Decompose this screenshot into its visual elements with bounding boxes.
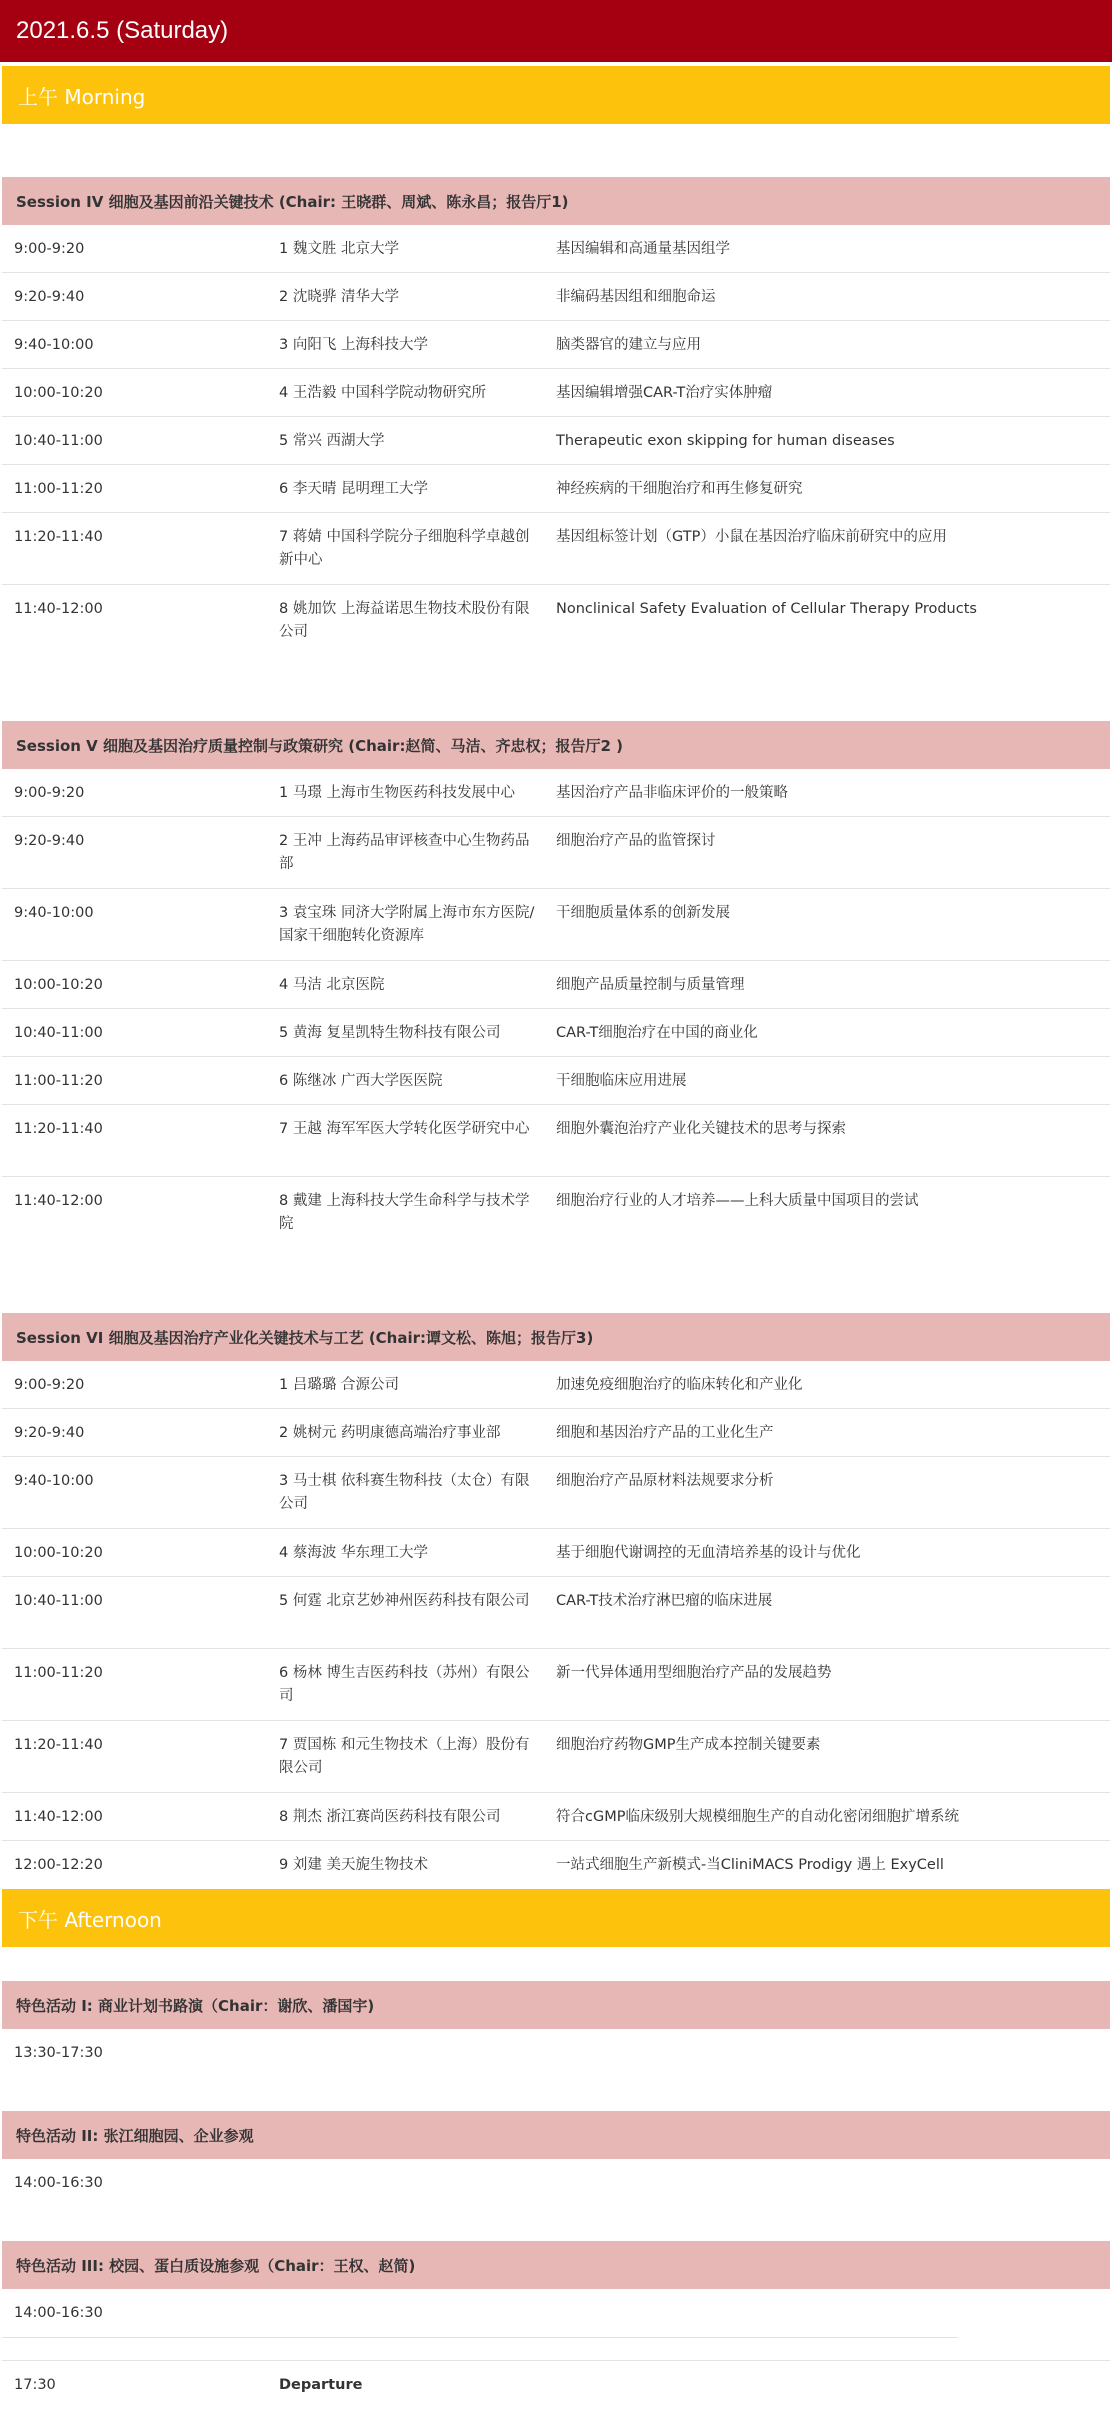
time-slot: 11:40-12:00 xyxy=(14,601,103,617)
time-slot: 14:00-16:30 xyxy=(14,2175,103,2191)
time-slot: 10:00-10:20 xyxy=(14,385,103,401)
schedule-row xyxy=(2,889,1110,961)
speaker: 4 王浩毅 中国科学院动物研究所 xyxy=(279,385,486,401)
session-title: Session V 细胞及基因治疗质量控制与政策研究 (Chair:赵简、马洁、齐忠权；报告厅2 ) xyxy=(16,736,623,755)
talk-title: 干细胞质量体系的创新发展 xyxy=(556,905,730,921)
schedule-row xyxy=(2,1649,1110,1721)
session-title: Session IV 细胞及基因前沿关键技术 (Chair: 王晓群、周斌、陈永昌；报告厅1) xyxy=(16,192,569,211)
schedule-row xyxy=(2,2159,1110,2207)
speaker: 3 向阳飞 上海科技大学 xyxy=(279,337,428,353)
talk-title: 细胞外囊泡治疗产业化关键技术的思考与探索 xyxy=(556,1121,846,1137)
schedule-row xyxy=(2,1841,1110,1889)
schedule-row xyxy=(2,1177,1110,1249)
schedule-row xyxy=(2,769,1110,817)
schedule-row xyxy=(2,513,1110,585)
date-title: 2021.6.5 (Saturday) xyxy=(16,17,229,44)
talk-title: 基因治疗产品非临床评价的一般策略 xyxy=(556,785,788,801)
schedule-row xyxy=(2,369,1110,417)
time-slot: 9:00-9:20 xyxy=(14,785,85,801)
talk-title: Therapeutic exon skipping for human diseases xyxy=(556,433,895,449)
speaker: 2 姚树元 药明康德高端治疗事业部 xyxy=(279,1425,501,1441)
talk-title: 细胞治疗产品的监管探讨 xyxy=(556,833,716,849)
time-slot: 10:40-11:00 xyxy=(14,1025,103,1041)
date-header xyxy=(0,0,1112,62)
time-slot: 9:40-10:00 xyxy=(14,905,94,921)
activity-header xyxy=(2,1981,1110,2029)
speaker: 5 常兴 西湖大学 xyxy=(279,433,385,449)
time-slot: 9:40-10:00 xyxy=(14,1473,94,1489)
schedule-row xyxy=(2,273,1110,321)
session-header xyxy=(2,1313,1110,1361)
session-title: Session VI 细胞及基因治疗产业化关键技术与工艺 (Chair:谭文松、陈旭；报告厅3) xyxy=(16,1328,594,1347)
talk-title: 神经疾病的干细胞治疗和再生修复研究 xyxy=(556,481,803,497)
speaker: 6 杨林 博生吉医药科技（苏州）有限公司 xyxy=(279,1665,530,1704)
time-slot: 9:20-9:40 xyxy=(14,833,85,849)
time-slot: 11:00-11:20 xyxy=(14,481,103,497)
time-slot: 10:40-11:00 xyxy=(14,433,103,449)
talk-title: CAR-T细胞治疗在中国的商业化 xyxy=(556,1025,758,1041)
time-slot: 12:00-12:20 xyxy=(14,1857,103,1873)
schedule-row xyxy=(2,961,1110,1009)
time-slot: 9:00-9:20 xyxy=(14,241,85,257)
talk-title: 细胞和基因治疗产品的工业化生产 xyxy=(556,1425,774,1441)
morning-label: 上午 Morning xyxy=(18,84,146,109)
speaker: 5 何霆 北京艺妙神州医药科技有限公司 xyxy=(279,1593,530,1609)
schedule-row xyxy=(2,1721,1110,1793)
speaker: 4 马洁 北京医院 xyxy=(279,977,385,993)
talk-title: 干细胞临床应用进展 xyxy=(556,1073,687,1089)
activity-title: 特色活动 III: 校园、蛋白质设施参观（Chair：王权、赵简) xyxy=(16,2256,416,2275)
schedule-row xyxy=(2,1105,1110,1177)
talk-title: 细胞产品质量控制与质量管理 xyxy=(556,977,745,993)
talk-title: 符合cGMP临床级别大规模细胞生产的自动化密闭细胞扩增系统 xyxy=(556,1809,959,1825)
speaker: 7 王越 海军军医大学转化医学研究中心 xyxy=(279,1121,530,1137)
schedule-row xyxy=(2,1457,1110,1529)
time-slot: 10:40-11:00 xyxy=(14,1593,103,1609)
talk-title: 一站式细胞生产新模式-当CliniMACS Prodigy 遇上 ExyCell xyxy=(556,1857,944,1873)
schedule-row xyxy=(2,417,1110,465)
speaker: 3 袁宝珠 同济大学附属上海市东方医院/国家干细胞转化资源库 xyxy=(279,905,535,944)
time-slot: 10:00-10:20 xyxy=(14,1545,103,1561)
schedule-row xyxy=(2,817,1110,889)
schedule-row xyxy=(2,1057,1110,1105)
session-header xyxy=(2,721,1110,769)
schedule-row xyxy=(2,1009,1110,1057)
schedule-row xyxy=(2,321,1110,369)
schedule-row xyxy=(2,1577,1110,1649)
talk-title: 基因编辑和高通量基因组学 xyxy=(556,241,730,257)
speaker: 1 吕璐璐 合源公司 xyxy=(279,1377,399,1393)
speaker: 4 蔡海波 华东理工大学 xyxy=(279,1545,428,1561)
schedule-row xyxy=(2,1409,1110,1457)
speaker: 6 陈继冰 广西大学医医院 xyxy=(279,1073,443,1089)
schedule-row xyxy=(2,2289,1110,2337)
speaker: 1 魏文胜 北京大学 xyxy=(279,241,399,257)
talk-title: CAR-T技术治疗淋巴瘤的临床进展 xyxy=(556,1593,773,1609)
afternoon-label: 下午 Afternoon xyxy=(18,1907,162,1932)
talk-title: 基因编辑增强CAR-T治疗实体肿瘤 xyxy=(556,385,773,401)
time-slot: 11:00-11:20 xyxy=(14,1073,103,1089)
speaker: 3 马士棋 依科赛生物科技（太仓）有限公司 xyxy=(279,1473,530,1512)
speaker: 2 王冲 上海药品审评核查中心生物药品部 xyxy=(279,833,530,872)
speaker: 8 姚加饮 上海益诺思生物技术股份有限公司 xyxy=(279,601,530,640)
schedule-row xyxy=(2,1361,1110,1409)
speaker: 8 戴建 上海科技大学生命科学与技术学院 xyxy=(279,1193,530,1232)
speaker: 2 沈晓骅 清华大学 xyxy=(279,289,399,305)
activity-header xyxy=(2,2111,1110,2159)
schedule-row xyxy=(2,225,1110,273)
speaker: 7 贾国栋 和元生物技术（上海）股份有限公司 xyxy=(279,1737,530,1776)
talk-title: 细胞治疗产品原材料法规要求分析 xyxy=(556,1473,774,1489)
talk-title: 新一代异体通用型细胞治疗产品的发展趋势 xyxy=(556,1665,832,1681)
time-slot: 9:40-10:00 xyxy=(14,337,94,353)
talk-title: 细胞治疗行业的人才培养——上科大质量中国项目的尝试 xyxy=(556,1193,919,1209)
speaker: 8 荆杰 浙江赛尚医药科技有限公司 xyxy=(279,1809,501,1825)
time-slot: 10:00-10:20 xyxy=(14,977,103,993)
time-slot: 9:20-9:40 xyxy=(14,1425,85,1441)
time-slot: 11:20-11:40 xyxy=(14,1737,103,1753)
time-slot: 13:30-17:30 xyxy=(14,2045,103,2061)
activity-title: 特色活动 II: 张江细胞园、企业参观 xyxy=(16,2126,254,2145)
departure-time: 17:30 xyxy=(14,2377,56,2393)
afternoon-header xyxy=(2,1889,1110,1947)
schedule-row xyxy=(2,2029,1110,2077)
time-slot: 11:20-11:40 xyxy=(14,1121,103,1137)
time-slot: 11:40-12:00 xyxy=(14,1193,103,1209)
speaker: 9 刘建 美天旎生物技术 xyxy=(279,1857,428,1873)
schedule-row xyxy=(2,1529,1110,1577)
departure-row xyxy=(2,2360,1110,2408)
talk-title: Nonclinical Safety Evaluation of Cellular Therapy Products xyxy=(556,601,977,617)
talk-title: 基于细胞代谢调控的无血清培养基的设计与优化 xyxy=(556,1545,861,1561)
morning-header xyxy=(2,66,1110,124)
speaker: 7 蒋婧 中国科学院分子细胞科学卓越创新中心 xyxy=(279,529,530,568)
schedule-row xyxy=(2,585,1110,657)
time-slot: 14:00-16:30 xyxy=(14,2305,103,2321)
schedule-row xyxy=(2,1793,1110,1841)
time-slot: 11:20-11:40 xyxy=(14,529,103,545)
speaker: 6 李天晴 昆明理工大学 xyxy=(279,481,428,497)
talk-title: 细胞治疗药物GMP生产成本控制关键要素 xyxy=(556,1737,821,1753)
session-header xyxy=(2,177,1110,225)
talk-title: 脑类器官的建立与应用 xyxy=(556,337,701,353)
time-slot: 11:00-11:20 xyxy=(14,1665,103,1681)
talk-title: 加速免疫细胞治疗的临床转化和产业化 xyxy=(556,1377,803,1393)
time-slot: 9:20-9:40 xyxy=(14,289,85,305)
schedule-row xyxy=(2,465,1110,513)
departure-label: Departure xyxy=(279,2377,363,2393)
activity-header xyxy=(2,2241,1110,2289)
talk-title: 非编码基因组和细胞命运 xyxy=(556,289,716,305)
time-slot: 9:00-9:20 xyxy=(14,1377,85,1393)
speaker: 5 黄海 复星凯特生物科技有限公司 xyxy=(279,1025,501,1041)
time-slot: 11:40-12:00 xyxy=(14,1809,103,1825)
activity-title: 特色活动 I: 商业计划书路演（Chair：谢欣、潘国宇) xyxy=(16,1996,375,2015)
speaker: 1 马璟 上海市生物医药科技发展中心 xyxy=(279,785,515,801)
talk-title: 基因组标签计划（GTP）小鼠在基因治疗临床前研究中的应用 xyxy=(556,529,947,545)
